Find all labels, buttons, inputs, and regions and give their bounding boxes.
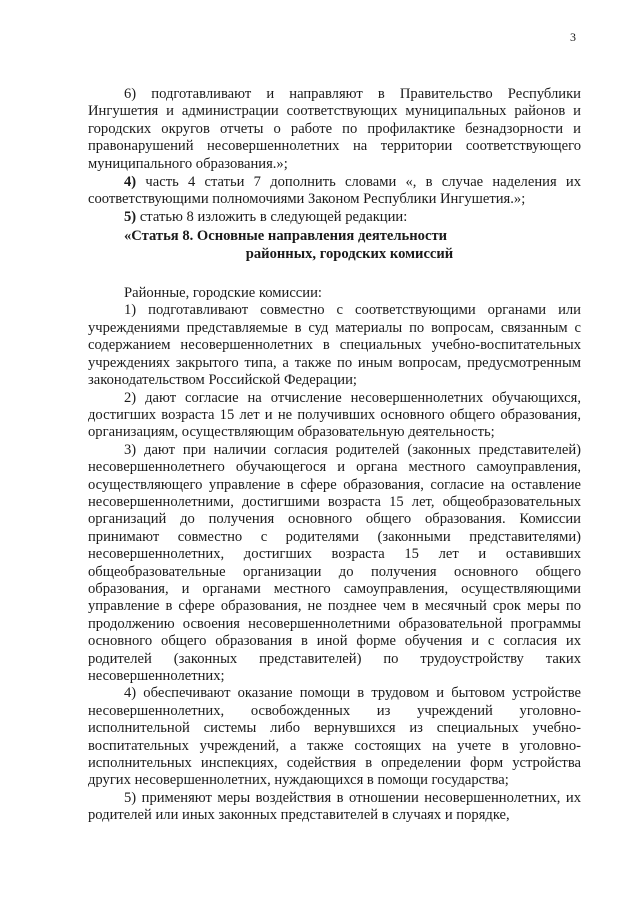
paragraph-amendment-4: [88, 174, 581, 209]
amendment-text: часть 4 статьи 7 дополнить словами «, в случае наделения их соответствующими полномочиями Законом Республики Ингушетия.»;: [88, 174, 581, 208]
article-intro: Районные, городские комиссии:: [124, 285, 322, 302]
paragraph-amendment-5: [88, 209, 581, 226]
amendment-number: 4): [124, 174, 137, 191]
article-title: [88, 228, 581, 263]
amendment-text: статью 8 изложить в следующей редакции:: [136, 208, 408, 225]
article-title-line-2: районных, городских комиссий: [245, 245, 454, 262]
paragraph-item-6: 6) подготавливают и направляют в Правительство Республики Ингушетия и администрации соответствующих муниципальных районов и городских округов отчеты о работе по профилактике безнадзорности и правонарушений несовершеннолетних на территории соответствующего муниципального образования.»;: [88, 86, 581, 172]
list-item-2: 2) дают согласие на отчисление несовершеннолетних обучающихся, достигших возраста 15 лет и не получивших основного общего образования, организациям, осуществляющим образовательную деятельность;: [88, 389, 581, 441]
page-number: 3: [570, 30, 576, 44]
article-title-line-1: «Статья 8. Основные направления деятельности: [124, 228, 448, 245]
list-item-5: 5) применяют меры воздействия в отношении несовершеннолетних, их родителей или иных законных представителей в случаях и порядке,: [88, 789, 581, 824]
list-item-4: 4) обеспечивают оказание помощи в трудовом и бытовом устройстве несовершеннолетних, освобожденных из учреждений уголовно-исполнительной системы либо вернувшихся из специальных учебно-воспитательных учреждений, а также состоящих на учете в уголовно-исполнительных инспекциях, содействия в определении форм устройства других несовершеннолетних, нуждающихся в помощи государства;: [88, 685, 581, 789]
list-item-1: 1) подготавливают совместно с соответствующими органами или учреждениями представляемые в суд материалы по вопросам, связанным с содержанием несовершеннолетних в специальных учебно-воспитательных учреждениях закрытого типа, а также по иным вопросам, предусмотренным законодательством Российской Федерации;: [88, 302, 581, 389]
document-body: [88, 86, 581, 825]
list-item-3: 3) дают при наличии согласия родителей (законных представителей) несовершеннолетнего обучающегося и органа местного самоуправления, осуществляющего управление в сфере образования, согласие на оставление несовершеннолетними, достигшими возраста 15 лет, общеобразовательных организаций до получения основного общего образования. Комиссии принимают совместно с родителями (законными представителями) несовершеннолетних, достигших возраста 15 лет и оставивших общеобразовательные организации до получения основного общего образования, и органами местного самоуправления, осуществляющими управление в сфере образования, не позднее чем в месячный срок меры по продолжению освоения несовершеннолетними образовательной программы основного общего образования в иной форме обучения и с согласия их родителей (законных представителей) по трудоустройству таких несовершеннолетних;: [88, 441, 581, 684]
amendment-number: 5): [124, 208, 137, 225]
